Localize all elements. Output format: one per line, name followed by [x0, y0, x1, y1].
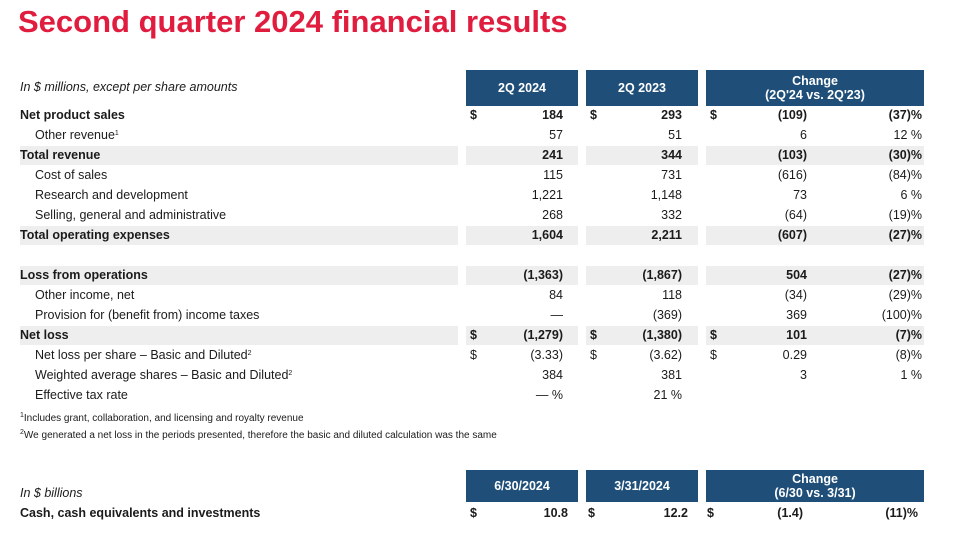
cell-2q2023: 381 [661, 368, 682, 382]
cell-a-currency: $ [470, 506, 477, 520]
row-label: Provision for (benefit from) income taxes [35, 308, 260, 322]
cell-a-currency: $ [470, 328, 477, 342]
table-row [0, 106, 960, 125]
cell-2q2023: 293 [661, 108, 682, 122]
table-row [0, 326, 960, 345]
cell-change-amount: (1.4) [777, 506, 803, 520]
table-row [0, 346, 960, 365]
cell-change-percent: (11)% [885, 506, 918, 520]
table2-header-change: Change (6/30 vs. 3/31) [706, 470, 924, 502]
cell-change-percent: (29)% [888, 288, 922, 302]
table-row [0, 286, 960, 305]
row-label: Loss from operations [20, 268, 148, 282]
footnote-1: $^1$Includes grant, collaboration, and licensing and royalty revenue [20, 412, 304, 424]
table1-units-label: In $ millions, except per share amounts [20, 80, 238, 94]
row-label: Weighted average shares – Basic and Diluted$^2$ [35, 368, 293, 382]
table1-header-change: Change (2Q'24 vs. 2Q'23) [706, 70, 924, 106]
cell-change-percent: (84)% [888, 168, 922, 182]
table-row [0, 146, 960, 165]
cell-2q2023: 21 % [653, 388, 682, 402]
cell-2q2024: 241 [542, 148, 563, 162]
table-row [0, 126, 960, 145]
cell-b-currency: $ [588, 506, 595, 520]
table-row-cash [0, 504, 960, 523]
cell-2q2023: 118 [662, 288, 682, 302]
cell-b-currency: $ [590, 108, 597, 122]
cell-2q2024: 384 [542, 368, 563, 382]
cell-change-percent: (100)% [881, 308, 922, 322]
cell-6-30-2024: 10.8 [543, 506, 568, 520]
cell-c-currency: $ [707, 506, 714, 520]
cell-2q2024: 115 [543, 168, 563, 182]
cell-change-amount: 504 [786, 268, 807, 282]
table1-header-2q2024: 2Q 2024 [466, 70, 578, 106]
cell-2q2024: 1,221 [531, 188, 563, 202]
row-label: Net product sales [20, 108, 125, 122]
cell-change-amount: (103) [777, 148, 807, 162]
cell-2q2024: 84 [549, 288, 563, 302]
table2-header-3-31-2024: 3/31/2024 [586, 470, 698, 502]
cell-change-amount: 3 [800, 368, 807, 382]
row-label: Research and development [35, 188, 188, 202]
row-label: Net loss per share – Basic and Diluted$^2$ [35, 348, 252, 362]
cell-c-currency: $ [710, 108, 717, 122]
row-label: Other revenue$^1$ [35, 128, 119, 142]
cell-change-percent: 12 % [893, 128, 922, 142]
cell-c-currency: $ [710, 348, 717, 362]
row-label: Cost of sales [35, 168, 108, 182]
cell-change-percent: (27)% [888, 268, 922, 282]
cell-2q2024: 184 [542, 108, 563, 122]
cell-2q2024: (1,363) [523, 268, 563, 282]
cell-2q2023: 332 [661, 208, 682, 222]
cell-2q2023: 1,148 [650, 188, 682, 202]
table-row [0, 226, 960, 245]
cell-a-currency: $ [470, 108, 477, 122]
cell-b-currency: $ [590, 348, 597, 362]
footnote-2: $^2$We generated a net loss in the periods presented, therefore the basic and diluted calculation was the same [20, 429, 497, 441]
cell-2q2023: 344 [661, 148, 682, 162]
cell-2q2024: — [550, 308, 563, 322]
cell-change-percent: (27)% [888, 228, 922, 242]
table2-units-label: In $ billions [20, 486, 83, 500]
cell-change-amount: (616) [777, 168, 807, 182]
table-row [0, 306, 960, 325]
row-label: Selling, general and administrative [35, 208, 227, 222]
cell-2q2023: 51 [668, 128, 682, 142]
row-label: Total revenue [20, 148, 101, 162]
cell-change-amount: 101 [786, 328, 807, 342]
cell-b-currency: $ [590, 328, 597, 342]
cell-change-percent: (19)% [888, 208, 922, 222]
row-label: Net loss [20, 328, 69, 342]
row-label: Effective tax rate [35, 388, 128, 402]
cell-change-amount: 6 [800, 128, 807, 142]
cell-3-31-2024: 12.2 [663, 506, 688, 520]
cell-2q2024: 268 [542, 208, 563, 222]
cell-change-percent: (7)% [895, 328, 922, 342]
cell-a-currency: $ [470, 348, 477, 362]
cell-change-amount: (607) [777, 228, 807, 242]
row-label: Total operating expenses [20, 228, 170, 242]
cell-2q2024: (3.33) [530, 348, 563, 362]
footnote-ref: 1 [114, 130, 119, 137]
row-label: Cash, cash equivalents and investments [20, 506, 261, 520]
cell-2q2024: 1,604 [531, 228, 563, 242]
page-title: Second quarter 2024 financial results [18, 4, 568, 39]
table-row [0, 366, 960, 385]
cell-2q2024: (1,279) [523, 328, 563, 342]
cell-change-percent: 1 % [900, 368, 922, 382]
cell-change-amount: 0.29 [782, 348, 807, 362]
cell-2q2023: (1,867) [642, 268, 682, 282]
cell-change-percent: (30)% [888, 148, 922, 162]
table-row [0, 206, 960, 225]
row-label: Other income, net [35, 288, 135, 302]
table-row [0, 266, 960, 285]
cell-change-amount: (109) [777, 108, 807, 122]
cell-change-amount: (64) [784, 208, 807, 222]
table-row [0, 186, 960, 205]
table-row [0, 166, 960, 185]
cell-change-amount: (34) [784, 288, 807, 302]
cell-2q2023: (369) [652, 308, 682, 322]
footnote-ref: 2 [247, 350, 252, 357]
cell-change-amount: 73 [793, 188, 807, 202]
cell-change-percent: 6 % [900, 188, 922, 202]
table1-header-2q2023: 2Q 2023 [586, 70, 698, 106]
cell-2q2024: 57 [549, 128, 563, 142]
cell-2q2023: (3.62) [649, 348, 682, 362]
cell-2q2023: (1,380) [642, 328, 682, 342]
table-row [0, 386, 960, 405]
cell-change-percent: (8)% [895, 348, 922, 362]
footnote-ref: 2 [288, 370, 293, 377]
cell-change-percent: (37)% [888, 108, 922, 122]
cell-c-currency: $ [710, 328, 717, 342]
cell-2q2023: 731 [661, 168, 682, 182]
cell-2q2023: 2,211 [651, 228, 682, 242]
cell-change-amount: 369 [786, 308, 807, 322]
table2-header-6-30-2024: 6/30/2024 [466, 470, 578, 502]
cell-2q2024: — % [535, 388, 563, 402]
